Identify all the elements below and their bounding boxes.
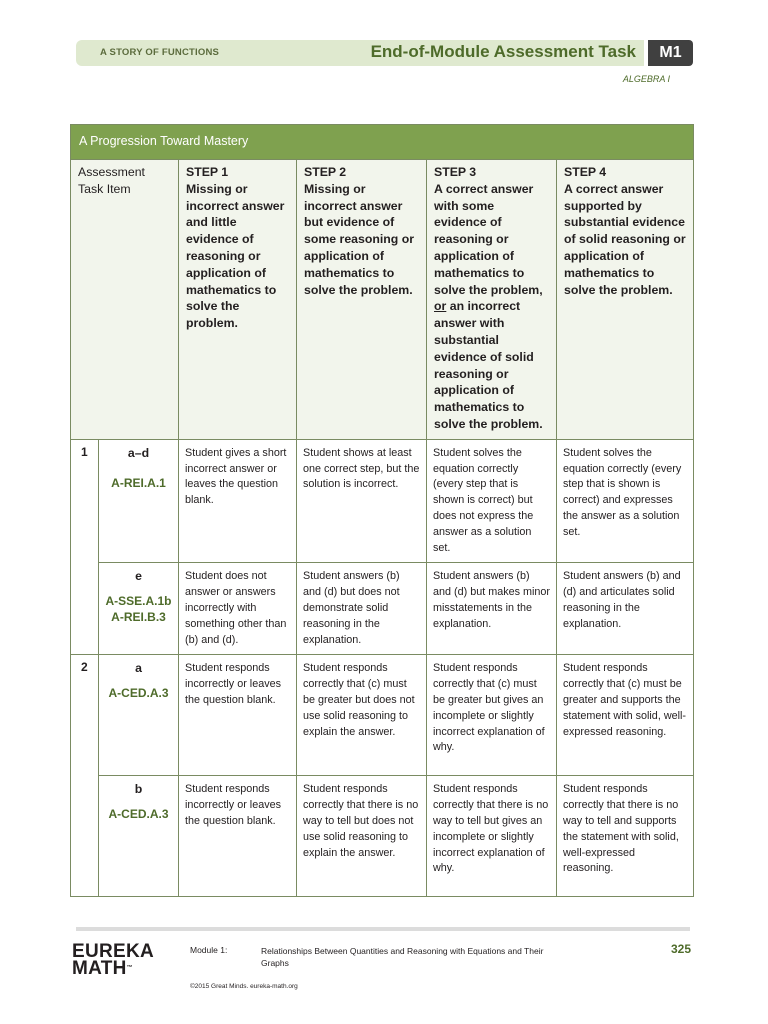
step-2-cell: Student responds correctly that there is no way to tell but does not use solid reasoning to explain the answer. xyxy=(297,776,427,897)
step-1-cell: Student responds incorrectly or leaves the question blank. xyxy=(179,655,297,776)
table-row xyxy=(71,439,694,563)
footer-module-topic: Relationships Between Quantities and Reasoning with Equations and Their Graphs xyxy=(261,946,544,968)
step-4-cell: Student responds correctly that (c) must be greater and supports the statement with solid, well-expressed reasoning. xyxy=(557,655,694,776)
step-1-cell: Student does not answer or answers incorrectly with something other than (b) and (d). xyxy=(179,563,297,655)
step-2-cell: Student shows at least one correct step, but the solution is incorrect. xyxy=(297,439,427,563)
step-description: Missing or incorrect answer but evidence of some reasoning or application of mathematics to solve the problem. xyxy=(304,181,415,297)
item-part: a A-CED.A.3 xyxy=(99,655,179,776)
step-4-cell: Student answers (b) and (d) and articulates solid reasoning in the explanation. xyxy=(557,563,694,655)
table-title-row xyxy=(71,125,694,160)
table-row xyxy=(71,563,694,655)
standard-code: A-CED.A.3 xyxy=(108,807,169,822)
mastery-rubric-table xyxy=(70,124,694,897)
step-2-header xyxy=(297,160,427,440)
copyright: ©2015 Great Minds. eureka-math.org xyxy=(190,983,298,990)
step-3-cell: Student solves the equation correctly (every step that is shown is correct) but does not express the answer as a solution set. xyxy=(427,439,557,563)
step-3-cell: Student responds correctly that (c) must be greater but gives an incomplete or slightly incorrect explanation of why. xyxy=(427,655,557,776)
step-1-cell: Student responds incorrectly or leaves the question blank. xyxy=(179,776,297,897)
footer-divider xyxy=(76,927,690,931)
footer-module-label: Module 1: xyxy=(190,945,228,955)
course-label: ALGEBRA I xyxy=(622,74,670,84)
item-number: 1 xyxy=(71,439,99,655)
step-description: A correct answer supported by substantial evidence of solid reasoning or application of mathematics to solve the problem. xyxy=(564,181,686,297)
page-number: 325 xyxy=(670,942,691,956)
step-3-cell: Student answers (b) and (d) but makes minor misstatements in the explanation. xyxy=(427,563,557,655)
step-description: A correct answer with some evidence of reasoning or application of mathematics to solve the problem, xyxy=(434,181,543,297)
table-title: A Progression Toward Mastery xyxy=(71,125,694,160)
eureka-math-logo: EUREKA MATH™ xyxy=(72,941,155,979)
step-label: STEP 2 xyxy=(304,165,347,179)
table-row xyxy=(71,776,694,897)
standard-code: A-REI.B.3 xyxy=(111,610,166,625)
step-1-header xyxy=(179,160,297,440)
standard-code: A-REI.A.1 xyxy=(111,475,166,490)
step-description: an incorrect answer with substantial evidence of solid reasoning or application of mathematics to solve the problem. xyxy=(434,299,543,431)
step-1-cell: Student gives a short incorrect answer or leaves the question blank. xyxy=(179,439,297,563)
step-4-header xyxy=(557,160,694,440)
series-name: A STORY OF FUNCTIONS xyxy=(100,47,220,58)
standard-code: A-CED.A.3 xyxy=(108,686,169,701)
standard-code: A-SSE.A.1b xyxy=(105,594,172,609)
step-label: STEP 3 xyxy=(434,165,477,179)
item-number: 2 xyxy=(71,655,99,897)
step-4-cell: Student solves the equation correctly (every step that is shown is correct) and expresses the answer as a solution set. xyxy=(557,439,694,563)
step-3-cell: Student responds correctly that there is no way to tell but gives an incomplete or slightly incorrect explanation of why. xyxy=(427,776,557,897)
assessment-item-header: Assessment Task Item xyxy=(71,160,179,440)
item-part: b A-CED.A.3 xyxy=(99,776,179,897)
step-description-or: or xyxy=(434,299,447,314)
step-2-cell: Student answers (b) and (d) but does not demonstrate solid reasoning in the explanation. xyxy=(297,563,427,655)
step-label: STEP 4 xyxy=(564,165,607,179)
step-3-header xyxy=(427,160,557,440)
step-4-cell: Student responds correctly that there is no way to tell and supports the statement with solid, well-expressed reasoning. xyxy=(557,776,694,897)
step-2-cell: Student responds correctly that (c) must be greater but does not use solid reasoning to explain the answer. xyxy=(297,655,427,776)
item-part: a–d A-REI.A.1 xyxy=(99,439,179,563)
step-label: STEP 1 xyxy=(186,165,229,179)
page-title: End-of-Module Assessment Task xyxy=(370,42,636,61)
table-header-row xyxy=(71,160,694,440)
module-badge: M1 xyxy=(648,40,693,66)
table-row xyxy=(71,655,694,776)
item-part: e A-SSE.A.1b A-REI.B.3 xyxy=(99,563,179,655)
step-description: Missing or incorrect answer and little evidence of reasoning or application of mathematics to solve the problem. xyxy=(186,181,285,331)
